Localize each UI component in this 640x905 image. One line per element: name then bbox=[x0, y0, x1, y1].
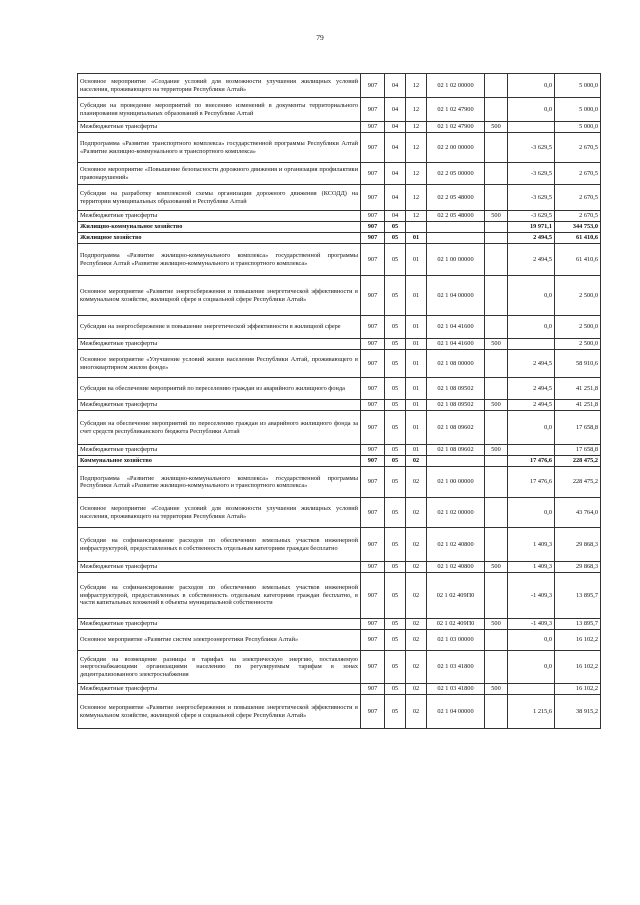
row-subsection-cell: 02 bbox=[406, 684, 427, 695]
row-section-cell: 05 bbox=[385, 562, 406, 573]
row-change-amount-cell bbox=[508, 122, 555, 133]
row-change-amount-cell: 17 476,6 bbox=[508, 467, 555, 498]
row-section-cell: 05 bbox=[385, 456, 406, 467]
row-target-article-cell: 02 1 03 00000 bbox=[427, 630, 485, 651]
row-subsection-cell: 12 bbox=[406, 98, 427, 122]
row-total-amount-cell: 228 475,2 bbox=[555, 456, 601, 467]
row-expense-type-cell bbox=[485, 233, 508, 244]
row-section-cell: 04 bbox=[385, 74, 406, 98]
row-name-cell: Межбюджетные трансферты bbox=[78, 619, 361, 630]
row-total-amount-cell: 344 753,0 bbox=[555, 222, 601, 233]
row-change-amount-cell: 0,0 bbox=[508, 411, 555, 445]
row-name-cell: Подпрограмма «Развитие транспортного комплекса» государственной программы Республики Алтай «Развитие жилищно-коммунального и транспортного комплекса» bbox=[78, 133, 361, 163]
row-change-amount-cell bbox=[508, 684, 555, 695]
row-total-amount-cell: 5 000,0 bbox=[555, 122, 601, 133]
row-target-article-cell: 02 1 00 00000 bbox=[427, 467, 485, 498]
row-subsection-cell: 12 bbox=[406, 74, 427, 98]
row-admin-code-cell: 907 bbox=[361, 378, 385, 400]
row-target-article-cell: 02 1 08 09602 bbox=[427, 445, 485, 456]
row-change-amount-cell: -1 409,3 bbox=[508, 573, 555, 619]
row-section-cell: 04 bbox=[385, 211, 406, 222]
table-row bbox=[78, 244, 601, 276]
row-section-cell: 05 bbox=[385, 630, 406, 651]
row-admin-code-cell: 907 bbox=[361, 98, 385, 122]
row-change-amount-cell: 0,0 bbox=[508, 498, 555, 528]
row-change-amount-cell: 0,0 bbox=[508, 74, 555, 98]
row-name-cell: Жилищное хозяйство bbox=[78, 233, 361, 244]
row-section-cell: 05 bbox=[385, 467, 406, 498]
row-admin-code-cell: 907 bbox=[361, 400, 385, 411]
row-subsection-cell: 01 bbox=[406, 411, 427, 445]
table-row bbox=[78, 498, 601, 528]
row-section-cell: 05 bbox=[385, 411, 406, 445]
row-change-amount-cell: -3 629,5 bbox=[508, 163, 555, 185]
row-section-cell: 05 bbox=[385, 276, 406, 316]
row-admin-code-cell: 907 bbox=[361, 185, 385, 211]
table-row bbox=[78, 339, 601, 350]
row-expense-type-cell bbox=[485, 222, 508, 233]
row-target-article-cell: 02 1 02 40800 bbox=[427, 528, 485, 562]
table-row bbox=[78, 573, 601, 619]
table-row bbox=[78, 233, 601, 244]
row-admin-code-cell: 907 bbox=[361, 339, 385, 350]
row-target-article-cell bbox=[427, 456, 485, 467]
row-subsection-cell: 02 bbox=[406, 456, 427, 467]
table-row bbox=[78, 350, 601, 378]
table-row bbox=[78, 276, 601, 316]
row-total-amount-cell: 2 500,0 bbox=[555, 316, 601, 339]
row-subsection-cell bbox=[406, 222, 427, 233]
row-target-article-cell: 02 1 02 47900 bbox=[427, 122, 485, 133]
row-section-cell: 04 bbox=[385, 185, 406, 211]
row-change-amount-cell bbox=[508, 445, 555, 456]
row-expense-type-cell bbox=[485, 630, 508, 651]
table-row bbox=[78, 456, 601, 467]
row-expense-type-cell: 500 bbox=[485, 619, 508, 630]
row-total-amount-cell: 41 251,8 bbox=[555, 378, 601, 400]
row-section-cell: 05 bbox=[385, 316, 406, 339]
row-subsection-cell: 02 bbox=[406, 630, 427, 651]
row-subsection-cell: 01 bbox=[406, 350, 427, 378]
row-expense-type-cell bbox=[485, 411, 508, 445]
row-change-amount-cell: 1 409,3 bbox=[508, 528, 555, 562]
row-name-cell: Субсидии на энергосбережение и повышение энергетической эффективности в жилищной сфере bbox=[78, 316, 361, 339]
row-total-amount-cell: 29 868,3 bbox=[555, 528, 601, 562]
table-row bbox=[78, 316, 601, 339]
row-admin-code-cell: 907 bbox=[361, 133, 385, 163]
row-admin-code-cell: 907 bbox=[361, 244, 385, 276]
row-total-amount-cell: 2 670,5 bbox=[555, 211, 601, 222]
row-expense-type-cell bbox=[485, 467, 508, 498]
row-target-article-cell: 02 1 02 00000 bbox=[427, 498, 485, 528]
row-change-amount-cell: -3 629,5 bbox=[508, 185, 555, 211]
table-row bbox=[78, 651, 601, 684]
row-total-amount-cell: 5 000,0 bbox=[555, 74, 601, 98]
row-change-amount-cell: 2 494,5 bbox=[508, 378, 555, 400]
row-subsection-cell: 01 bbox=[406, 400, 427, 411]
row-expense-type-cell bbox=[485, 695, 508, 729]
row-name-cell: Межбюджетные трансферты bbox=[78, 122, 361, 133]
row-subsection-cell: 01 bbox=[406, 378, 427, 400]
row-total-amount-cell: 29 868,3 bbox=[555, 562, 601, 573]
table-row bbox=[78, 619, 601, 630]
row-section-cell: 05 bbox=[385, 498, 406, 528]
row-subsection-cell: 02 bbox=[406, 573, 427, 619]
row-admin-code-cell: 907 bbox=[361, 316, 385, 339]
row-target-article-cell: 02 1 02 409П0 bbox=[427, 619, 485, 630]
row-section-cell: 05 bbox=[385, 378, 406, 400]
row-expense-type-cell: 500 bbox=[485, 211, 508, 222]
row-name-cell: Межбюджетные трансферты bbox=[78, 339, 361, 350]
row-name-cell: Жилищно-коммунальное хозяйство bbox=[78, 222, 361, 233]
row-subsection-cell: 01 bbox=[406, 316, 427, 339]
row-name-cell: Подпрограмма «Развитие жилищно-коммунального комплекса» государственной программы Республики Алтай «Развитие жилищно-коммунального и транспортного комплекса» bbox=[78, 244, 361, 276]
row-total-amount-cell: 38 915,2 bbox=[555, 695, 601, 729]
row-subsection-cell: 02 bbox=[406, 619, 427, 630]
table-row bbox=[78, 630, 601, 651]
row-admin-code-cell: 907 bbox=[361, 233, 385, 244]
row-admin-code-cell: 907 bbox=[361, 445, 385, 456]
row-subsection-cell: 12 bbox=[406, 185, 427, 211]
row-target-article-cell: 02 1 08 00000 bbox=[427, 350, 485, 378]
row-target-article-cell: 02 1 08 09602 bbox=[427, 411, 485, 445]
row-change-amount-cell: 1 409,3 bbox=[508, 562, 555, 573]
row-total-amount-cell: 2 670,5 bbox=[555, 133, 601, 163]
row-section-cell: 04 bbox=[385, 133, 406, 163]
row-total-amount-cell: 2 670,5 bbox=[555, 163, 601, 185]
row-admin-code-cell: 907 bbox=[361, 498, 385, 528]
table-row bbox=[78, 695, 601, 729]
row-total-amount-cell: 2 500,0 bbox=[555, 276, 601, 316]
row-section-cell: 05 bbox=[385, 233, 406, 244]
row-change-amount-cell: 17 476,6 bbox=[508, 456, 555, 467]
row-target-article-cell: 02 1 04 00000 bbox=[427, 276, 485, 316]
budget-table bbox=[77, 73, 601, 729]
table-row bbox=[78, 378, 601, 400]
table-row bbox=[78, 562, 601, 573]
row-name-cell: Субсидия на обеспечение мероприятий по переселению граждан из аварийного жилищного фонда за счет средств республиканского бюджета Республики Алтай bbox=[78, 411, 361, 445]
row-expense-type-cell bbox=[485, 185, 508, 211]
row-subsection-cell: 01 bbox=[406, 339, 427, 350]
row-section-cell: 05 bbox=[385, 651, 406, 684]
table-row bbox=[78, 163, 601, 185]
row-name-cell: Межбюджетные трансферты bbox=[78, 562, 361, 573]
row-total-amount-cell: 16 102,2 bbox=[555, 684, 601, 695]
row-name-cell: Подпрограмма «Развитие жилищно-коммунального комплекса» государственной программы Республики Алтай «Развитие жилищно-коммунального и транспортного комплекса» bbox=[78, 467, 361, 498]
row-change-amount-cell: 0,0 bbox=[508, 651, 555, 684]
row-change-amount-cell: 0,0 bbox=[508, 276, 555, 316]
row-expense-type-cell bbox=[485, 573, 508, 619]
table-row bbox=[78, 122, 601, 133]
row-change-amount-cell: -1 409,3 bbox=[508, 619, 555, 630]
row-name-cell: Основное мероприятие «Создание условий для возможности улучшения жилищных условий населения, проживающего на территории Республики Алтай» bbox=[78, 498, 361, 528]
row-change-amount-cell bbox=[508, 339, 555, 350]
row-admin-code-cell: 907 bbox=[361, 411, 385, 445]
row-expense-type-cell: 500 bbox=[485, 445, 508, 456]
row-admin-code-cell: 907 bbox=[361, 562, 385, 573]
table-row bbox=[78, 684, 601, 695]
page-number: 79 bbox=[316, 33, 324, 42]
row-change-amount-cell: 2 494,5 bbox=[508, 350, 555, 378]
row-target-article-cell: 02 1 04 41600 bbox=[427, 339, 485, 350]
row-change-amount-cell: 19 971,1 bbox=[508, 222, 555, 233]
row-expense-type-cell bbox=[485, 133, 508, 163]
table-row bbox=[78, 133, 601, 163]
row-name-cell: Субсидия на софинансирование расходов по обеспечению земельных участков инженерной инфраструктурой, предоставленных в собственность отдельным категориям граждан бесплатно bbox=[78, 528, 361, 562]
row-name-cell: Межбюджетные трансферты bbox=[78, 211, 361, 222]
row-target-article-cell: 02 2 05 48000 bbox=[427, 185, 485, 211]
row-name-cell: Межбюджетные трансферты bbox=[78, 445, 361, 456]
row-expense-type-cell bbox=[485, 163, 508, 185]
row-admin-code-cell: 907 bbox=[361, 350, 385, 378]
row-expense-type-cell bbox=[485, 244, 508, 276]
row-admin-code-cell: 907 bbox=[361, 122, 385, 133]
row-change-amount-cell: 0,0 bbox=[508, 98, 555, 122]
row-expense-type-cell bbox=[485, 276, 508, 316]
row-change-amount-cell: 2 494,5 bbox=[508, 233, 555, 244]
row-target-article-cell: 02 1 04 41600 bbox=[427, 316, 485, 339]
row-admin-code-cell: 907 bbox=[361, 619, 385, 630]
row-target-article-cell bbox=[427, 222, 485, 233]
row-admin-code-cell: 907 bbox=[361, 573, 385, 619]
row-subsection-cell: 12 bbox=[406, 163, 427, 185]
row-name-cell: Основное мероприятие «Повышение безопасности дорожного движения и организация профилактики правонарушений» bbox=[78, 163, 361, 185]
row-admin-code-cell: 907 bbox=[361, 222, 385, 233]
row-total-amount-cell: 2 500,0 bbox=[555, 339, 601, 350]
row-name-cell: Межбюджетные трансферты bbox=[78, 400, 361, 411]
row-section-cell: 05 bbox=[385, 244, 406, 276]
row-admin-code-cell: 907 bbox=[361, 695, 385, 729]
row-subsection-cell: 01 bbox=[406, 233, 427, 244]
row-target-article-cell: 02 1 03 41800 bbox=[427, 684, 485, 695]
row-expense-type-cell bbox=[485, 651, 508, 684]
row-subsection-cell: 01 bbox=[406, 244, 427, 276]
table-row bbox=[78, 74, 601, 98]
row-total-amount-cell: 17 658,8 bbox=[555, 411, 601, 445]
table-row bbox=[78, 185, 601, 211]
row-target-article-cell: 02 2 05 48000 bbox=[427, 211, 485, 222]
row-target-article-cell: 02 1 02 00000 bbox=[427, 74, 485, 98]
row-subsection-cell: 12 bbox=[406, 133, 427, 163]
table-row bbox=[78, 400, 601, 411]
row-total-amount-cell: 16 102,2 bbox=[555, 651, 601, 684]
row-subsection-cell: 12 bbox=[406, 211, 427, 222]
row-subsection-cell: 02 bbox=[406, 528, 427, 562]
row-name-cell: Субсидия на разработку комплексной схемы организации дорожного движения (КСОДД) на территории муниципальных образований в Республике Алтай bbox=[78, 185, 361, 211]
row-admin-code-cell: 907 bbox=[361, 528, 385, 562]
row-total-amount-cell: 17 658,8 bbox=[555, 445, 601, 456]
row-admin-code-cell: 907 bbox=[361, 456, 385, 467]
row-section-cell: 05 bbox=[385, 350, 406, 378]
row-expense-type-cell: 500 bbox=[485, 684, 508, 695]
row-total-amount-cell: 13 895,7 bbox=[555, 573, 601, 619]
table-row bbox=[78, 445, 601, 456]
row-target-article-cell: 02 1 08 09502 bbox=[427, 378, 485, 400]
row-admin-code-cell: 907 bbox=[361, 276, 385, 316]
row-total-amount-cell: 61 410,6 bbox=[555, 233, 601, 244]
row-section-cell: 05 bbox=[385, 339, 406, 350]
row-change-amount-cell: 2 494,5 bbox=[508, 244, 555, 276]
row-section-cell: 05 bbox=[385, 619, 406, 630]
row-admin-code-cell: 907 bbox=[361, 630, 385, 651]
row-section-cell: 05 bbox=[385, 445, 406, 456]
row-name-cell: Субсидия на возмещение разницы в тарифах на электрическую энергию, поставляемую энергоснабжающими организациями населению по регулируемым тарифам в зонах децентрализованного электроснабжения bbox=[78, 651, 361, 684]
row-total-amount-cell: 13 895,7 bbox=[555, 619, 601, 630]
table-row bbox=[78, 98, 601, 122]
row-expense-type-cell: 500 bbox=[485, 400, 508, 411]
row-admin-code-cell: 907 bbox=[361, 684, 385, 695]
row-subsection-cell: 02 bbox=[406, 695, 427, 729]
row-expense-type-cell bbox=[485, 98, 508, 122]
row-admin-code-cell: 907 bbox=[361, 163, 385, 185]
row-admin-code-cell: 907 bbox=[361, 651, 385, 684]
row-total-amount-cell: 43 764,0 bbox=[555, 498, 601, 528]
row-total-amount-cell: 16 102,2 bbox=[555, 630, 601, 651]
row-change-amount-cell: 0,0 bbox=[508, 316, 555, 339]
row-target-article-cell: 02 1 00 00000 bbox=[427, 244, 485, 276]
row-name-cell: Основное мероприятие «Развитие энергосбережения и повышение энергетической эффективности в коммунальном хозяйстве, жилищной сфере и социальной сфере Республики Алтай» bbox=[78, 276, 361, 316]
row-section-cell: 04 bbox=[385, 98, 406, 122]
row-total-amount-cell: 61 410,6 bbox=[555, 244, 601, 276]
row-section-cell: 05 bbox=[385, 573, 406, 619]
row-section-cell: 05 bbox=[385, 222, 406, 233]
row-name-cell: Коммунальное хозяйство bbox=[78, 456, 361, 467]
table-row bbox=[78, 411, 601, 445]
row-subsection-cell: 02 bbox=[406, 498, 427, 528]
row-target-article-cell: 02 2 05 00000 bbox=[427, 163, 485, 185]
row-section-cell: 04 bbox=[385, 122, 406, 133]
row-name-cell: Основное мероприятие «Развитие систем электроэнергетики Республики Алтай» bbox=[78, 630, 361, 651]
row-expense-type-cell: 500 bbox=[485, 339, 508, 350]
row-name-cell: Межбюджетные трансферты bbox=[78, 684, 361, 695]
row-section-cell: 05 bbox=[385, 528, 406, 562]
table-row bbox=[78, 211, 601, 222]
row-section-cell: 05 bbox=[385, 684, 406, 695]
row-total-amount-cell: 5 000,0 bbox=[555, 98, 601, 122]
table-row bbox=[78, 467, 601, 498]
row-name-cell: Основное мероприятие «Развитие энергосбережения и повышение энергетической эффективности в коммунальном хозяйстве, жилищной сфере и социальной сфере Республики Алтай» bbox=[78, 695, 361, 729]
row-target-article-cell: 02 1 04 00000 bbox=[427, 695, 485, 729]
row-expense-type-cell bbox=[485, 316, 508, 339]
row-target-article-cell: 02 2 00 00000 bbox=[427, 133, 485, 163]
row-section-cell: 04 bbox=[385, 163, 406, 185]
row-total-amount-cell: 228 475,2 bbox=[555, 467, 601, 498]
budget-table-body bbox=[78, 74, 601, 729]
row-total-amount-cell: 58 910,6 bbox=[555, 350, 601, 378]
row-name-cell: Основное мероприятие «Создание условий для возможности улучшения жилищных условий населения, проживающего на территории Республики Алтай» bbox=[78, 74, 361, 98]
row-expense-type-cell bbox=[485, 350, 508, 378]
row-change-amount-cell: 2 494,5 bbox=[508, 400, 555, 411]
row-target-article-cell: 02 1 02 409П0 bbox=[427, 573, 485, 619]
row-subsection-cell: 02 bbox=[406, 467, 427, 498]
row-name-cell: Субсидия на проведение мероприятий по внесению изменений в документы территориального планирования муниципальных образований в Республике Алтай bbox=[78, 98, 361, 122]
row-expense-type-cell bbox=[485, 498, 508, 528]
row-admin-code-cell: 907 bbox=[361, 74, 385, 98]
row-section-cell: 05 bbox=[385, 695, 406, 729]
row-admin-code-cell: 907 bbox=[361, 467, 385, 498]
row-target-article-cell: 02 1 08 09502 bbox=[427, 400, 485, 411]
row-subsection-cell: 02 bbox=[406, 562, 427, 573]
row-expense-type-cell bbox=[485, 456, 508, 467]
row-subsection-cell: 12 bbox=[406, 122, 427, 133]
row-expense-type-cell: 500 bbox=[485, 122, 508, 133]
row-target-article-cell bbox=[427, 233, 485, 244]
row-name-cell: Субсидия на обеспечение мероприятий по переселению граждан из аварийного жилищного фонда bbox=[78, 378, 361, 400]
row-subsection-cell: 01 bbox=[406, 276, 427, 316]
row-expense-type-cell: 500 bbox=[485, 562, 508, 573]
row-target-article-cell: 02 1 03 41800 bbox=[427, 651, 485, 684]
row-change-amount-cell: 0,0 bbox=[508, 630, 555, 651]
row-total-amount-cell: 41 251,8 bbox=[555, 400, 601, 411]
row-admin-code-cell: 907 bbox=[361, 211, 385, 222]
row-subsection-cell: 01 bbox=[406, 445, 427, 456]
table-row bbox=[78, 222, 601, 233]
row-name-cell: Основное мероприятие «Улучшение условий жизни населения Республики Алтай, проживающего в многоквартирном жилом фонде» bbox=[78, 350, 361, 378]
row-expense-type-cell bbox=[485, 528, 508, 562]
row-subsection-cell: 02 bbox=[406, 651, 427, 684]
row-target-article-cell: 02 1 02 40800 bbox=[427, 562, 485, 573]
row-change-amount-cell: -3 629,5 bbox=[508, 133, 555, 163]
row-change-amount-cell: 1 215,6 bbox=[508, 695, 555, 729]
row-target-article-cell: 02 1 02 47900 bbox=[427, 98, 485, 122]
table-row bbox=[78, 528, 601, 562]
row-expense-type-cell bbox=[485, 74, 508, 98]
row-change-amount-cell: -3 629,5 bbox=[508, 211, 555, 222]
row-total-amount-cell: 2 670,5 bbox=[555, 185, 601, 211]
row-section-cell: 05 bbox=[385, 400, 406, 411]
row-expense-type-cell bbox=[485, 378, 508, 400]
row-name-cell: Субсидия на софинансирование расходов по обеспечению земельных участков инженерной инфраструктурой, предоставленных в собственность отдельным категориям граждан бесплатно, в части капитальных вложений в объекты муниципальной собственности bbox=[78, 573, 361, 619]
